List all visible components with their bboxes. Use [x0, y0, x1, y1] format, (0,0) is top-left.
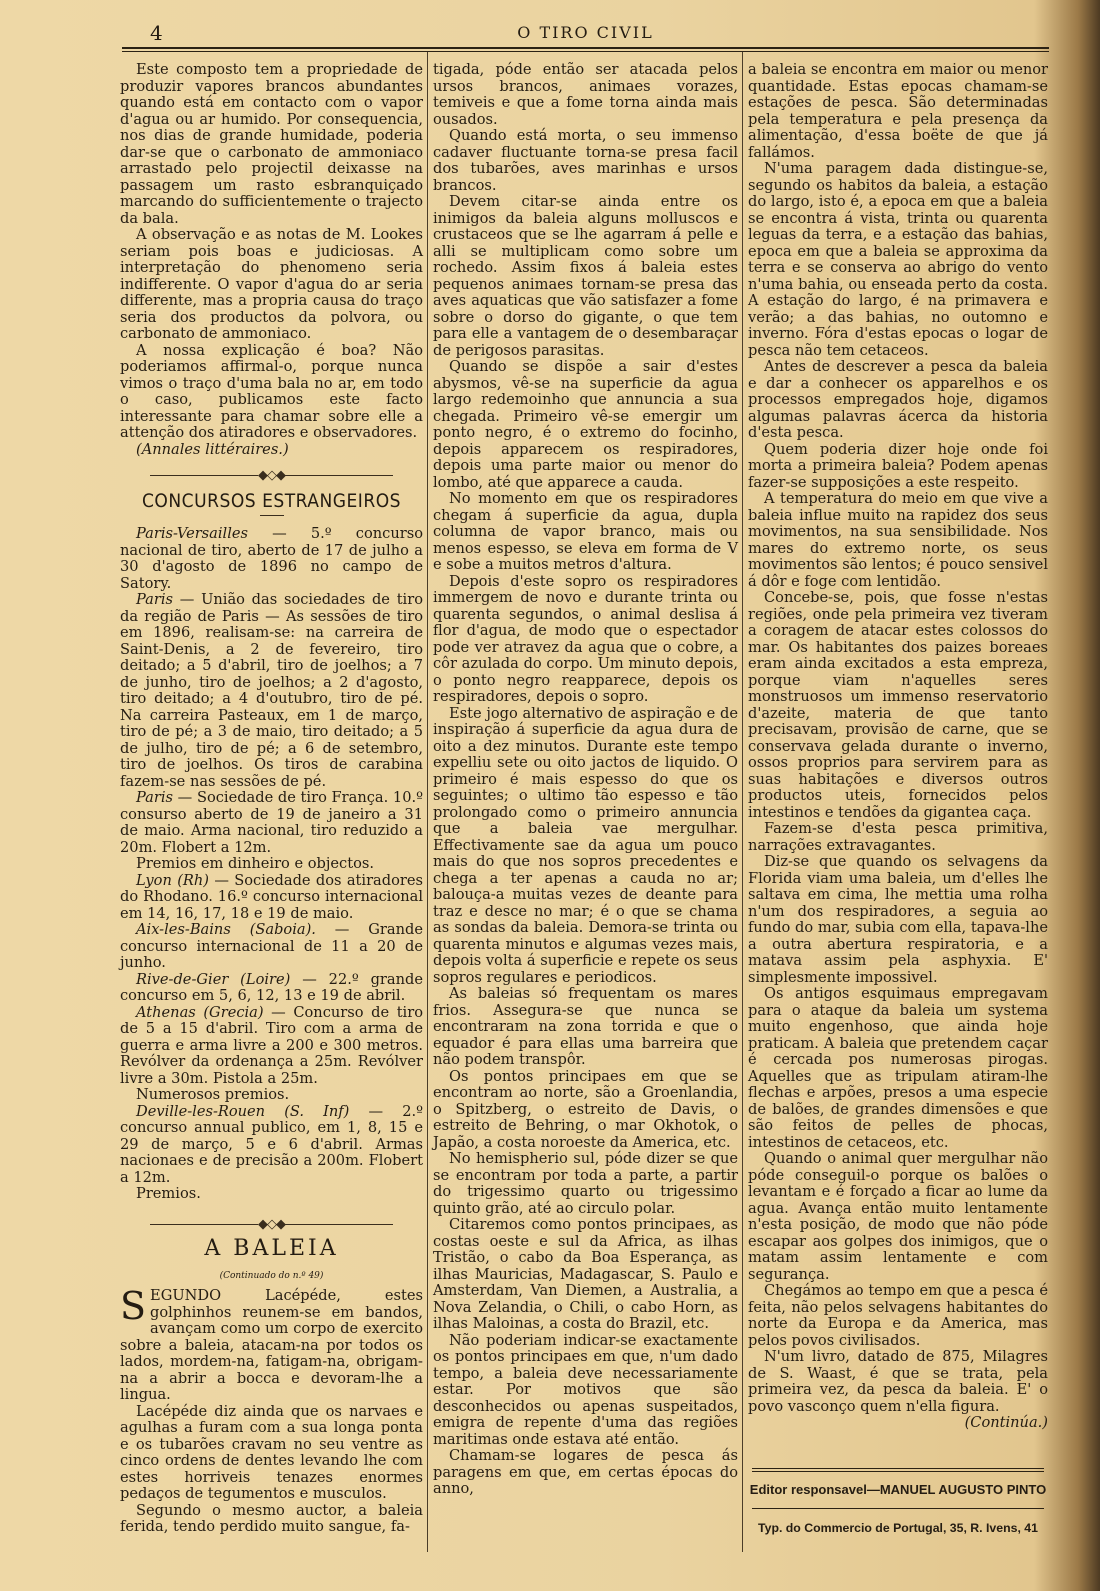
paragraph: Fazem-se d'esta pesca primitiva, narrações extravagantes. — [748, 820, 1048, 854]
page-number: 4 — [150, 21, 163, 45]
masthead-title: O TIRO CIVIL — [517, 23, 654, 42]
paragraph: SEGUNDO Lacépéde, estes golphinhos reunem-se em bandos, avançam como um corpo de exercito sobre a baleia, atacam-na por todos os lados, mordem-na, fatigam-na, obrigam-na a abrir a bocca e devoram-lhe a lingua. — [120, 1284, 423, 1403]
entry: Paris-Versailles — 5.º concurso nacional de tiro, aberto de 17 de julho a 30 d'agosto de 1896 no campo de Satory. — [120, 525, 423, 592]
column-divider-2 — [742, 52, 743, 1552]
paragraph: No momento em que os respiradores chegam á superficie da agua, dupla columna de vapor branco, mais ou menos espesso, se eleva em forma de V e sobe a muitos metros d'altura. — [433, 490, 738, 573]
paragraph: Este jogo alternativo de aspiração e de inspiração á superficie da agua dura de oito a dez minutos. Durante este tempo expelliu sete ou oito jactos de liquido. O primeiro é mais espesso do que os seguintes; o ultimo tão espesso e tão prolongado como o primeiro annuncia que a baleia vae mergulhar. Effectivamente sae da agua um pouco mais do que nos sopros precedentes e chega a ter apenas a cauda no ar; balouça-a muitas vezes de deante para traz e desce no mar; é o que se chama as sondas da baleia. Demora-se trinta ou quarenta minutos e algumas vezes mais, depois volta á superficie e repete os seus sopros regulares e periodicos. — [433, 704, 738, 986]
article-subtitle: (Continuado do n.º 49) — [219, 1270, 324, 1281]
paragraph: Devem citar-se ainda entre os inimigos da baleia alguns molluscos e crustaceos que se lhe agarram á pelle e alli se multiplicam como sobre um rochedo. Assim fixos á baleia estes pequenos animaes tornam-se presa das aves aquaticas que vão satisfazer a fome sobre o dorso do gigante, o que tem para elle a vantagem de o desembaraçar de perigosos parasitas. — [433, 193, 738, 359]
paragraph: Chamam-se logares de pesca ás paragens em que, em certas épocas do anno, — [433, 1447, 738, 1497]
paragraph: No hemispherio sul, póde dizer se que se encontram por toda a parte, a partir do trigessimo quarto ou trigessimo quinto grão, até ao circulo polar. — [433, 1150, 738, 1217]
entry: Aix-les-Bains (Saboia). — Grande concurso internacional de 11 a 20 de junho. — [120, 921, 423, 971]
paragraph: Diz-se que quando os selvagens da Florida viam uma baleia, um d'elles lhe saltava em cima, lhe mettia uma rolha n'um dos respiradores, a seguia ao fundo do mar, subia com ella, tapava-lhe a outra abertura respiratoria, e a matava assim pela asphyxia. E' simplesmente impossivel. — [748, 853, 1048, 986]
continua-note: (Continúa.) — [964, 1414, 1048, 1431]
paragraph: Quem poderia dizer hoje onde foi morta a primeira baleia? Podem apenas fazer-se supposições a este respeito. — [748, 440, 1048, 491]
paragraph: Segundo o mesmo auctor, a baleia ferida, tendo perdido muito sangue, fa- — [120, 1501, 423, 1535]
column-1 — [120, 62, 423, 1536]
citation: (Annales littéraires.) — [136, 440, 289, 458]
paragraph: As baleias só frequentam os mares frios. Assegura-se que nunca se encontraram na zona torrida e que o equador é para ellas uma barreira que não podem transpôr. — [433, 985, 738, 1068]
paragraph: Chegámos ao tempo em que a pesca é feita, não pelos selvagens habitantes do norte da Europa e da America, mas pelos povos civilisados. — [748, 1282, 1048, 1349]
entry: Rive-de-Gier (Loire) — 22.º grande concurso em 5, 6, 12, 13 e 19 de abril. — [120, 970, 423, 1004]
footer-rule — [752, 1468, 1044, 1469]
editor-line: Editor responsavel—MANUEL AUGUSTO PINTO — [749, 1482, 1047, 1497]
entry: Paris — Sociedade de tiro França. 10.º consurso aberto de 19 de janeiro a 31 de maio. Arma nacional, tiro reduzido a 20m. Flobert a 12m. — [120, 789, 423, 856]
header-rule — [122, 47, 1049, 52]
paragraph: Lacépéde diz ainda que os narvaes e agulhas a furam com a sua longa ponta e os tubarões cravam no seu ventre as cinco ordens de dentes levando lhe com estes horriveis tenazes enormes pedaços de tegumentos e musculos. — [120, 1402, 423, 1502]
paragraph: A nossa explicação é boa? Não poderiamos affirmal-o, porque nunca vimos o traço d'uma bala no ar, em todo o caso, publicamos este facto interessante para chamar sobre elle a attenção dos atiradores e observadores. — [120, 341, 423, 441]
section-title-concursos: CONCURSOS ESTRANGEIROS — [141, 489, 402, 512]
paragraph: Antes de descrever a pesca da baleia e dar a conhecer os apparelhos e os processos empregados hoje, digamos algumas palavras ácerca da historia d'esta pesca. — [748, 358, 1048, 441]
paragraph: Quando se dispõe a sair d'estes abysmos, vê-se na superficie da agua largo redemoinho que annuncia a sua chegada. Primeiro vê-se emergir um ponto negro, é o extremo do focinho, depois apparecem os respiradores, depois uma parte maior ou menor do lombo, até que apparece a cauda. — [433, 358, 738, 491]
entry: Numerosos premios. — [136, 1086, 290, 1103]
footer-rule — [752, 1508, 1044, 1509]
ornament-divider: ◆◇◆ — [120, 468, 423, 485]
paragraph: tigada, póde então ser atacada pelos ursos brancos, animaes vorazes, temiveis e que a fome torna ainda mais ousados. — [433, 61, 738, 128]
paragraph: Quando o animal quer mergulhar não póde conseguil-o porque os balões o levantam e é forçado a ficar ao lume da agua. Avança então muito lentamente n'esta posição, de modo que não póde escapar aos golpes dos inimigos, que o matam assim lentamente e com segurança. — [748, 1150, 1048, 1283]
paragraph: Quando está morta, o seu immenso cadaver fluctuante torna-se presa facil dos tubarões, aves marinhas e ursos brancos. — [433, 127, 738, 194]
paragraph: A temperatura do meio em que vive a baleia influe muito na rapidez dos seus movimentos, na sua sensibilidade. Nos mares do extremo norte, os seus movimentos são lentos; é pouco sensivel á dôr e foge com lentidão. — [748, 490, 1048, 590]
entry: Deville-les-Rouen (S. Inf) — 2.º concurso annual publico, em 1, 8, 15 e 29 de março, 5 e 6 d'abril. Armas nacionaes e de precisão a 200m. Flobert a 12m. — [120, 1102, 423, 1186]
short-rule — [260, 515, 284, 516]
paragraph: Os pontos principaes em que se encontram ao norte, são a Groenlandia, o Spitzberg, o estreito de Davis, o estreito de Behring, o mar Okhotok, o Japão, a costa noroeste da America, etc. — [433, 1067, 738, 1151]
paragraph: Este composto tem a propriedade de produzir vapores brancos abundantes quando está em contacto com o vapor d'agua ou ar humido. Por consequencia, nos dias de grande humidade, poderia dar-se que o carbonato de ammoniaco arrastado pelo projectil deixasse na passagem um rasto esbranquiçado marcando do sufficientemente o trajecto da bala. — [120, 61, 423, 227]
footer-rule — [752, 1471, 1044, 1472]
paragraph: Citaremos como pontos principaes, as costas oeste e sul da Africa, as ilhas Tristão, o cabo da Boa Esperança, as ilhas Mauricias, Madagascar, S. Paulo e Amsterdam, Van Diemen, a Australia, a Nova Zelandia, o Chili, o cabo Horn, as ilhas Maloinas, a costa do Brazil, etc. — [433, 1216, 738, 1332]
paragraph: Não poderiam indicar-se exactamente os pontos principaes em que, n'um dado tempo, a baleia deve necessariamente estar. Por motivos que são desconhecidos ou apenas suspeitados, emigra de repente d'uma das regiões maritimas onde estava até então. — [433, 1331, 738, 1448]
ornament-divider: ◆◇◆ — [120, 1217, 423, 1234]
paragraph: Os antigos esquimaus empregavam para o ataque da baleia um systema muito engenhoso, que ainda hoje praticam. A baleia que pretendem caçar é cercada pos numerosas pirogas. Aquelles que as tripulam atiram-lhe flechas e arpões, presos a uma especie de balões, de grandes dimensões e que são feitos de pelles de phocas, intestinos de cetaceos, etc. — [748, 985, 1048, 1151]
entry: Premios. — [136, 1185, 201, 1202]
paragraph: a baleia se encontra em maior ou menor quantidade. Estas epocas chamam-se estações de pesca. São determinadas pela temperatura e pela presença da alimentação, d'essa boëte de que já fallámos. — [748, 61, 1048, 161]
column-2 — [433, 62, 738, 1498]
page-header — [122, 20, 1049, 46]
paragraph: Depois d'este sopro os respiradores immergem de novo e durante trinta ou quarenta segundos, o animal deslisa á flor d'agua, de modo que o espectador pode ver atravez da agua que o cobre, a côr azulada do corpo. Um minuto depois, o ponto negro reapparece, depois os respiradores, depois o sopro. — [433, 572, 738, 705]
printer-line: Typ. do Commercio de Portugal, 35, R. Ivens, 41 — [758, 1521, 1038, 1535]
entry: Premios em dinheiro e objectos. — [136, 855, 374, 872]
paragraph: A observação e as notas de M. Lookes seriam pois boas e judiciosas. A interpretação do phenomeno seria indifferente. O vapor d'agua do ar seria differente, mas a propria causa do traço seria dos productos da polvora, ou carbonato de ammoniaco. — [120, 226, 423, 342]
entry: Athenas (Grecia) — Concurso de tiro de 5 a 15 d'abril. Tiro com a arma de guerra e arma livre a 200 e 300 metros. Revólver da ordenança a 25m. Revólver livre a 30m. Pistola a 25m. — [120, 1003, 423, 1087]
entry: Paris — União das sociedades de tiro da região de Paris — As sessões de tiro em 1896, realisam-se: na carreira de Saint-Denis, a 2 de fevereiro, tiro deitado; a 5 d'abril, tiro de joelhos; a 7 de junho, tiro de joelhos; a 2 d'agosto, tiro deitado; a 4 d'outubro, tiro de pé. Na carreira Pasteaux, em 1 de março, tiro de pé; a 3 de maio, tiro deitado; a 5 de julho, tiro de pé; a 6 de setembro, tiro de joelhos. Os tiros de carabina fazem-se nas sessões de pé. — [120, 591, 423, 790]
entry: Lyon (Rh) — Sociedade dos atiradores do Rhodano. 16.º concurso internacional em 14, 16, 17, 18 e 19 de maio. — [120, 871, 423, 922]
paragraph: Concebe-se, pois, que fosse n'estas regiões, onde pela primeira vez tiveram a coragem de atacar estes colossos do mar. Os habitantes dos paizes boreaes eram ainda excitados a esta empreza, porque viam n'aquelles seres monstruosos um immenso reservatorio d'azeite, materia de que tanto precisavam, provisão de carne, que se conservava gelada durante o inverno, ossos proprios para servirem para as suas habitações e diversos outros productos uteis, fornecidos pelos intestinos e tendões da gigantea caça. — [748, 589, 1048, 821]
paragraph: N'um livro, datado de 875, Milagres de S. Waast, é que se trata, pela primeira vez, da pesca da baleia. E' o povo vasconço quem n'ella figura. — [748, 1348, 1048, 1415]
drop-cap: S — [120, 1284, 147, 1328]
article-title-baleia: A BALEIA — [204, 1236, 339, 1261]
paragraph: N'uma paragem dada distingue-se, segundo os habitos da baleia, a estação do largo, isto é, a epoca em que a baleia se encontra á vista, trinta ou quarenta leguas da terra, e a estação das bahias, epoca em que a baleia se approxima da terra e se conserva ao abrigo do vento n'uma bahia, ou enseada perto da costa. A estação do largo, é na primavera e verão; a das bahias, no outomno e inverno. Fóra d'estas epocas o logar de pesca não tem cetaceos. — [748, 160, 1048, 359]
column-divider-1 — [427, 52, 428, 1552]
column-3 — [748, 62, 1048, 1432]
